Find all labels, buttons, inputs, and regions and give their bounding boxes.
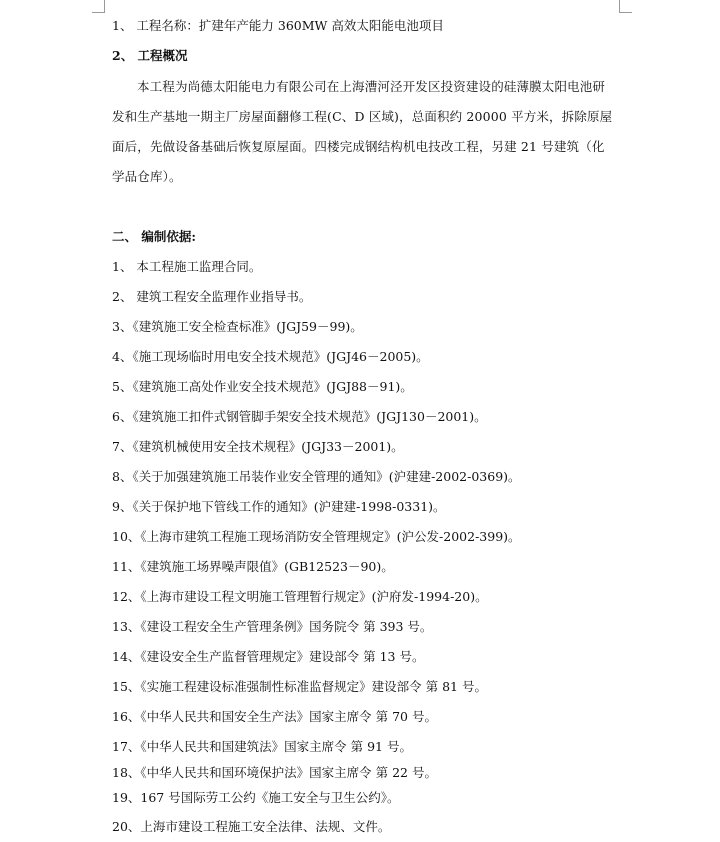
basis-item: 4、《施工现场临时用电安全技术规范》(JGJ46－2005)。	[112, 349, 429, 364]
basis-item: 8、《关于加强建筑施工吊装作业安全管理的通知》(沪建建-2002-0369)。	[112, 469, 521, 484]
basis-item: 20、上海市建设工程施工安全法律、法规、文件。	[112, 819, 391, 834]
basis-item: 2、 建筑工程安全监理作业指导书。	[112, 289, 312, 304]
basis-item: 9、《关于保护地下管线工作的通知》(沪建建-1998-0331)。	[112, 499, 446, 514]
basis-item: 5、《建筑施工高处作业安全技术规范》(JGJ88－91)。	[112, 379, 413, 394]
basis-item: 11、《建筑施工场界噪声限值》(GB12523－90)。	[112, 559, 394, 574]
basis-item: 15、《实施工程建设标准强制性标准监督规定》建设部令 第 81 号。	[112, 679, 487, 694]
overview-heading: 2、 工程概况	[112, 48, 188, 63]
basis-item: 6、《建筑施工扣件式钢管脚手架安全技术规范》(JGJ130－2001)。	[112, 409, 487, 424]
basis-item: 10、《上海市建筑工程施工现场消防安全管理规定》(沪公发-2002-399)。	[112, 529, 521, 544]
basis-item: 17、《中华人民共和国建筑法》国家主席令 第 91 号。	[112, 739, 412, 754]
basis-item: 7、《建筑机械使用安全技术规程》(JGJ33－2001)。	[112, 439, 404, 454]
basis-item: 12、《上海市建设工程文明施工管理暂行规定》(沪府发-1994-20)。	[112, 589, 488, 604]
basis-item: 3、《建筑施工安全检查标准》(JGJ59－99)。	[112, 319, 363, 334]
basis-item: 18、《中华人民共和国环境保护法》国家主席令 第 22 号。	[112, 765, 437, 780]
basis-heading: 二、 编制依据:	[112, 229, 196, 244]
project-name-line: 1、 工程名称：扩建年产能力 360MW 高效太阳能电池项目	[112, 18, 444, 33]
basis-item: 14、《建设安全生产监督管理规定》建设部令 第 13 号。	[112, 649, 425, 664]
basis-item: 13、《建设工程安全生产管理条例》国务院令 第 393 号。	[112, 619, 433, 634]
basis-item: 16、《中华人民共和国安全生产法》国家主席令 第 70 号。	[112, 709, 437, 724]
overview-paragraph: 本工程为尚德太阳能电力有限公司在上海漕河泾开发区投资建设的硅薄膜太阳电池研发和生产基地一期主厂房屋面翻修工程(C、D 区域)，总面积约 20000 平方米，拆除原屋面后，先做设备基础后恢复原屋面。四楼完成钢结构机电技改工程，另建 21 号建筑（化学品仓库）。	[112, 79, 613, 184]
basis-item: 19、167 号国际劳工公约《施工安全与卫生公约》。	[112, 790, 400, 805]
basis-item: 1、 本工程施工监理合同。	[112, 259, 262, 274]
